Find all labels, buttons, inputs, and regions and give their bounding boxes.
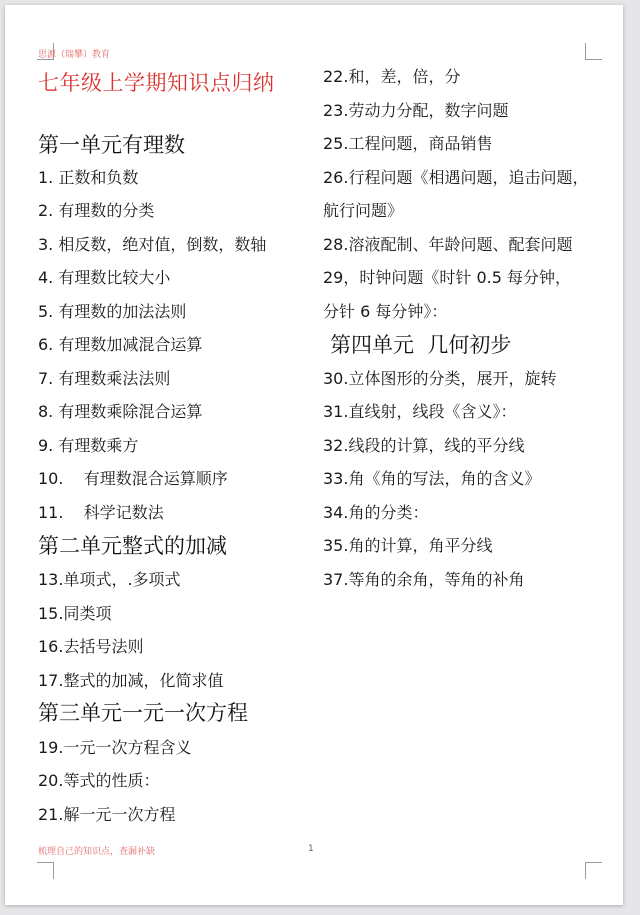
list-item: 10. 有理数混合运算顺序 [38, 469, 228, 488]
page-header: 思源（瑞攀）教育 [38, 50, 111, 60]
list-item: 13.单项式，.多项式 [38, 570, 181, 589]
unit-heading-3: 第三单元一元一次方程 [38, 701, 248, 725]
unit-heading-2: 第二单元整式的加减 [38, 534, 227, 558]
list-item: 26.行程问题《相遇问题，追击问题， [323, 168, 589, 187]
list-item: 35.角的计算，角平分线 [323, 536, 493, 555]
list-item: 3. 相反数，绝对值，倒数，数轴 [38, 235, 267, 254]
list-item: 31.直线射，线段《含义》： [323, 402, 517, 421]
list-item: 分针 6 每分钟》： [323, 302, 448, 321]
list-item: 16.去括号法则 [38, 637, 144, 656]
list-item: 30.立体图形的分类，展开，旋转 [323, 369, 557, 388]
unit-heading-4: 第四单元 几何初步 [330, 333, 512, 357]
list-item: 20.等式的性质： [38, 771, 160, 790]
page-number: 1 [308, 844, 314, 854]
list-item: 28.溶液配制、年龄问题、配套问题 [323, 235, 573, 254]
list-item: 2. 有理数的分类 [38, 201, 155, 220]
page-footer: 梳理自己的知识点，查漏补缺 [38, 847, 156, 857]
list-item: 29，时钟问题《时针 0.5 每分钟， [323, 268, 571, 287]
document-page [5, 5, 623, 905]
list-item: 8. 有理数乘除混合运算 [38, 402, 203, 421]
list-item: 25.工程问题，商品销售 [323, 134, 493, 153]
list-item: 34.角的分类： [323, 503, 429, 522]
list-item: 9. 有理数乘方 [38, 436, 139, 455]
crop-mark-bottom-left [37, 862, 54, 879]
list-item: 5. 有理数的加法法则 [38, 302, 187, 321]
page-title: 七年级上学期知识点归纳 [38, 71, 275, 95]
list-item: 11. 科学记数法 [38, 503, 164, 522]
list-item: 4. 有理数比较大小 [38, 268, 171, 287]
list-item: 32.线段的计算，线的平分线 [323, 436, 525, 455]
list-item: 15.同类项 [38, 604, 112, 623]
crop-mark-bottom-right [585, 862, 602, 879]
list-item: 19.一元一次方程含义 [38, 738, 192, 757]
list-item: 21.解一元一次方程 [38, 805, 176, 824]
list-item: 37.等角的余角，等角的补角 [323, 570, 525, 589]
list-item: 1. 正数和负数 [38, 168, 139, 187]
list-item: 23.劳动力分配，数字问题 [323, 101, 509, 120]
list-item: 6. 有理数加减混合运算 [38, 335, 203, 354]
list-item: 航行问题》 [323, 201, 404, 220]
list-item: 22.和，差，倍，分 [323, 67, 461, 86]
list-item: 33.角《角的写法，角的含义》 [323, 469, 541, 488]
unit-heading-1: 第一单元有理数 [38, 133, 185, 157]
crop-mark-top-right [585, 43, 602, 60]
list-item: 7. 有理数乘法法则 [38, 369, 171, 388]
list-item: 17.整式的加减，化简求值 [38, 671, 224, 690]
